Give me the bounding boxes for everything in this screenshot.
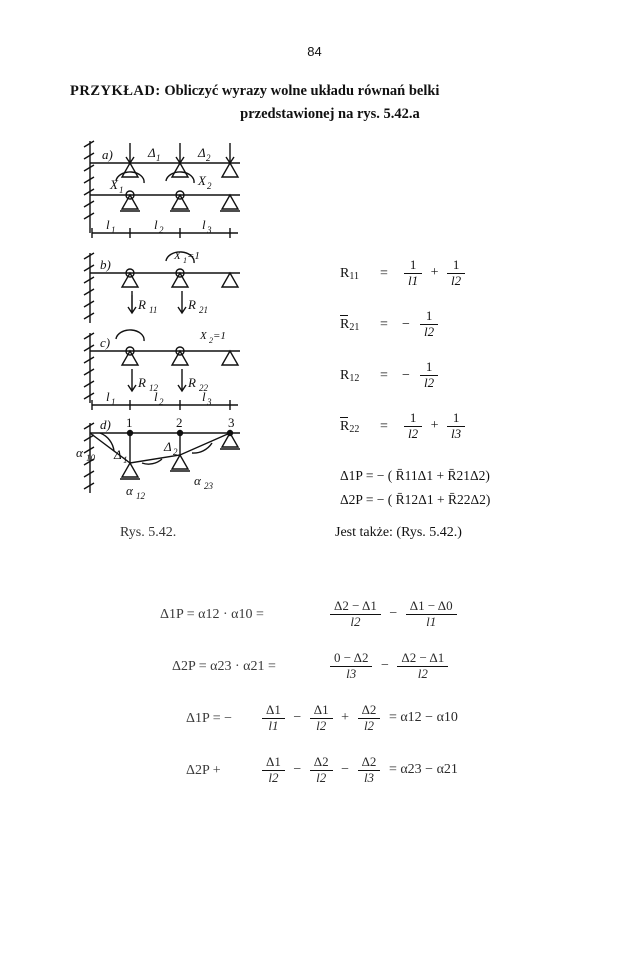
derivation-row-3-op2: + xyxy=(341,710,350,726)
formula-R11-eq: = xyxy=(380,266,388,281)
equation-delta1P: Δ1P = − ( R̄11Δ1 + R̄21Δ2) xyxy=(340,468,490,483)
formula-R21-sign: − xyxy=(402,317,410,332)
svg-text:1: 1 xyxy=(183,256,187,265)
formula-R11-sub: 11 xyxy=(349,271,359,282)
figure-caption: Rys. 5.42. xyxy=(120,525,177,540)
svg-text:22: 22 xyxy=(199,383,208,393)
formula-R22-lhs: R xyxy=(340,419,350,434)
label-l3-b: l xyxy=(202,389,206,404)
svg-text:12: 12 xyxy=(149,383,158,393)
svg-text:2: 2 xyxy=(159,225,164,235)
label-R21: R xyxy=(188,297,196,312)
formula-R22-sub: 22 xyxy=(349,424,360,435)
label-a: a) xyxy=(102,147,113,162)
derivation-row-2-lead: Δ2P = α23 · α21 = xyxy=(172,659,276,674)
formula-R21-term1: $\frac{1}{l2}$ xyxy=(420,309,438,340)
svg-text:1: 1 xyxy=(111,397,116,407)
label-l2-b: l xyxy=(154,389,158,404)
svg-text:1: 1 xyxy=(111,225,116,235)
derivation-row-4 xyxy=(160,751,580,795)
label-b: b) xyxy=(100,257,111,272)
formula-R22-term1: $\frac{1}{l2}$ xyxy=(404,411,422,442)
derivation-row-2 xyxy=(160,647,580,691)
label-node3: 3 xyxy=(228,415,235,430)
label-delta1: Δ xyxy=(148,145,156,160)
svg-text:3: 3 xyxy=(207,225,212,235)
derivation-row-3-lead: Δ1P = − xyxy=(186,711,233,726)
formula-R21 xyxy=(340,309,610,345)
formula-R11-op: + xyxy=(430,265,439,281)
svg-text:23: 23 xyxy=(204,481,213,491)
label-x1: X xyxy=(110,177,118,192)
title-line-2: przedstawionej na rys. 5.42.a xyxy=(240,106,420,123)
formula-R12-eq: = xyxy=(380,368,388,383)
page-title xyxy=(70,80,570,126)
derivation-row-1 xyxy=(160,595,580,639)
label-x2-unit: X xyxy=(200,330,207,342)
derivation-row-4-tail: = α23 − α21 xyxy=(388,762,458,778)
svg-text:2: 2 xyxy=(206,153,211,163)
formula-R22 xyxy=(340,411,610,447)
derivation-row-3-tail: = α12 − α10 xyxy=(388,710,458,726)
derivation-row-1-op: − xyxy=(389,606,398,622)
equation-delta2P: Δ2P = − ( R̄12Δ1 + R̄22Δ2) xyxy=(340,491,491,507)
derivation-row-3-frac1: $\frac{\Delta 1}{l1}$ xyxy=(262,703,285,734)
svg-text:=1: =1 xyxy=(213,330,226,342)
svg-text:11: 11 xyxy=(149,305,158,315)
formula-R11 xyxy=(340,258,610,294)
label-R22: R xyxy=(188,375,196,390)
svg-text:2: 2 xyxy=(207,181,212,191)
formula-R21-eq: = xyxy=(380,317,388,332)
label-d-delta1: Δ xyxy=(114,447,122,462)
free-term-equations xyxy=(340,464,490,511)
svg-text:2: 2 xyxy=(159,397,164,407)
derivation-row-4-frac3: $\frac{\Delta 2}{l3}$ xyxy=(358,755,381,786)
label-R12: R xyxy=(138,375,146,390)
label-alpha23: α xyxy=(194,473,201,488)
label-l3: l xyxy=(202,217,206,232)
svg-text:3: 3 xyxy=(207,397,212,407)
formula-R22-op: + xyxy=(430,418,439,434)
derivation-row-2-frac2: $\frac{\Delta 2 - \Delta 1}{l2}$ xyxy=(397,651,448,682)
formula-R12-term1: $\frac{1}{l2}$ xyxy=(420,360,438,391)
formula-R11-term2: $\frac{1}{l2}$ xyxy=(447,258,465,289)
formula-R12 xyxy=(340,360,610,396)
derivation-row-3-op: − xyxy=(293,710,302,726)
derivation-row-1-frac2: $\frac{\Delta 1 - \Delta 0}{l1}$ xyxy=(406,599,457,630)
formula-R11-lhs: R xyxy=(340,266,350,281)
svg-text:21: 21 xyxy=(199,305,208,315)
svg-text:1: 1 xyxy=(123,455,128,465)
svg-text:1: 1 xyxy=(156,153,161,163)
label-l1-b: l xyxy=(106,389,110,404)
derivation-row-4-frac2: $\frac{\Delta 2}{l2}$ xyxy=(310,755,333,786)
label-node1: 1 xyxy=(126,415,133,430)
svg-text:=1: =1 xyxy=(187,250,200,262)
label-l1: l xyxy=(106,217,110,232)
label-x2: X xyxy=(198,173,206,188)
derivation-row-2-op: − xyxy=(380,658,389,674)
derivation-row-3-frac3: $\frac{\Delta 2}{l2}$ xyxy=(358,703,381,734)
svg-text:1: 1 xyxy=(119,185,124,195)
derivation-row-4-op2: − xyxy=(341,762,350,778)
derivation-row-4-op: − xyxy=(293,762,302,778)
formula-R12-lhs: R xyxy=(340,368,350,383)
derivation-row-3-frac2: $\frac{\Delta 1}{l2}$ xyxy=(310,703,333,734)
svg-text:12: 12 xyxy=(136,491,145,501)
label-delta2: Δ xyxy=(198,145,206,160)
svg-text:10: 10 xyxy=(86,453,95,463)
formula-R22-eq: = xyxy=(380,419,388,434)
derivation-row-4-frac1: $\frac{\Delta 1}{l2}$ xyxy=(262,755,285,786)
formula-R12-sub: 12 xyxy=(349,373,360,384)
also-caption: Jest także: (Rys. 5.42.) xyxy=(335,525,462,540)
beam-figure xyxy=(70,133,330,518)
formula-R21-lhs: R xyxy=(340,317,350,332)
label-node2: 2 xyxy=(176,415,183,430)
title-line-1: Obliczyć wyrazy wolne układu równań belki xyxy=(164,83,440,99)
derivation-row-1-frac1: $\frac{\Delta 2 - \Delta 1}{l2}$ xyxy=(330,599,381,630)
derivation-row-1-lead: Δ1P = α12 · α10 = xyxy=(160,607,264,622)
derivation-row-2-frac1: $\frac{0 - \Delta 2}{l3}$ xyxy=(330,651,372,682)
label-R11: R xyxy=(138,297,146,312)
stiffness-formulas xyxy=(340,258,610,462)
page-number: 84 xyxy=(307,44,322,59)
formula-R22-term2: $\frac{1}{l3}$ xyxy=(447,411,465,442)
svg-text:2: 2 xyxy=(209,336,213,345)
label-c: c) xyxy=(100,335,111,350)
derivation-block xyxy=(160,595,580,803)
label-alpha12: α xyxy=(126,483,133,498)
label-x1-unit: X xyxy=(174,250,181,262)
beam-figure-svg xyxy=(70,133,330,518)
derivation-row-3 xyxy=(160,699,580,743)
label-d-delta2: Δ xyxy=(164,439,172,454)
svg-text:2: 2 xyxy=(173,447,178,457)
formula-R12-sign: − xyxy=(402,368,410,383)
label-d: d) xyxy=(100,417,111,432)
label-l2: l xyxy=(154,217,158,232)
label-alpha10: α xyxy=(76,445,83,460)
derivation-row-4-lead: Δ2P + xyxy=(186,763,221,778)
formula-R21-sub: 21 xyxy=(349,322,360,333)
formula-R11-term1: $\frac{1}{l1}$ xyxy=(404,258,422,289)
example-label: PRZYKŁAD: xyxy=(70,83,161,99)
